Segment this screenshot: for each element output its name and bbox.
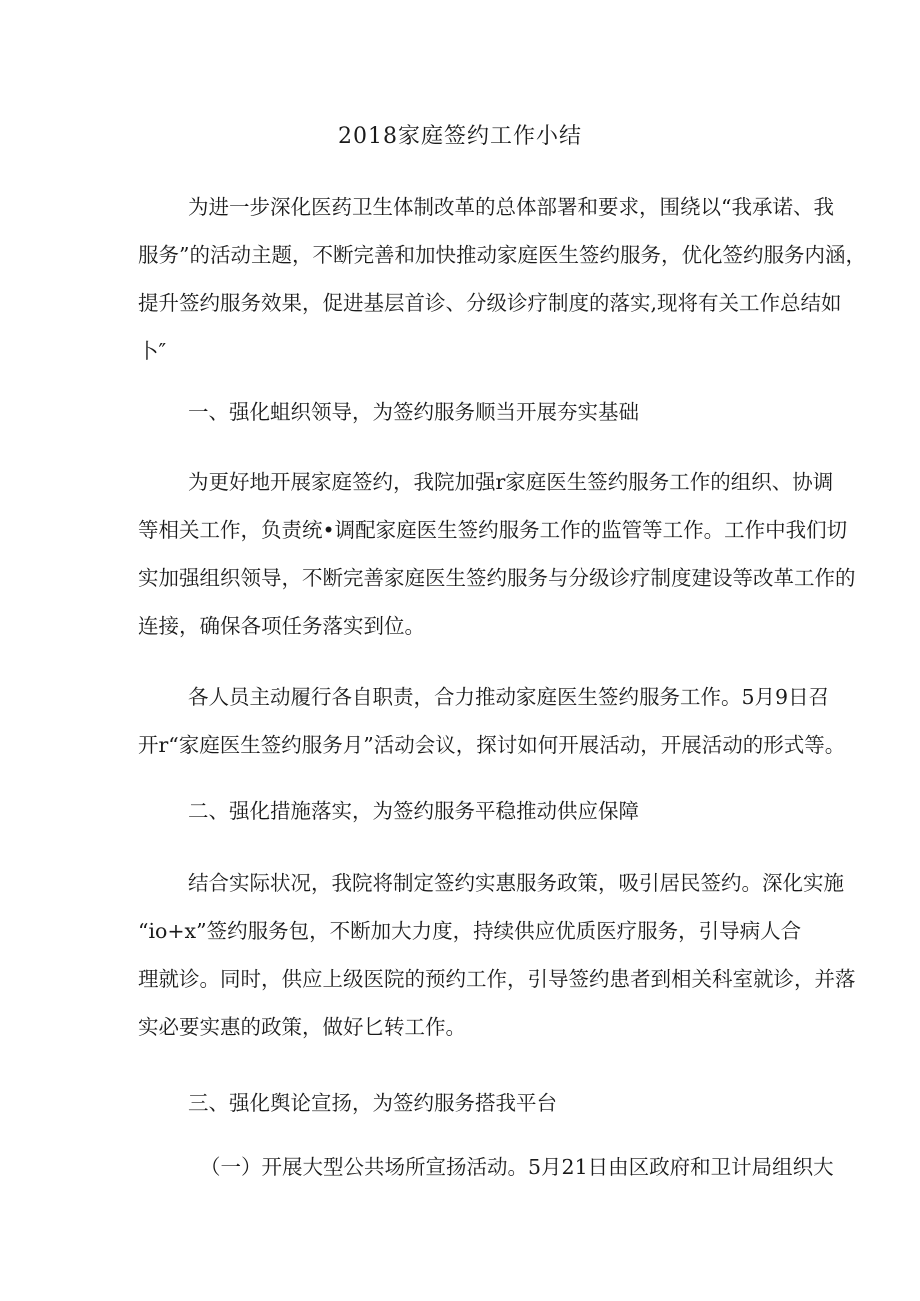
section2-paragraph-1 <box>138 859 856 1051</box>
paragraph-line: 等相关工作，负责统•调配家庭医生签约服务工作的监管等工作。工作中我们切 <box>138 518 848 542</box>
section1-paragraph-1 <box>138 458 856 650</box>
paragraph-line: 为更好地开展家庭签约，我院加强r家庭医生签约服务工作的组织、协调 <box>188 470 834 494</box>
paragraph-line: 实加强组织领导，不断完善家庭医生签约服务与分级诊疗制度建设等改革工作的 <box>138 566 856 590</box>
paragraph-line: 各人员主动履行各自职责，合力推动家庭医生签约服务工作。5月9日召 <box>188 685 830 709</box>
paragraph-line: “io+x”签约服务包，不断加大力度，持续供应优质医疗服务，引导病人合 <box>138 919 802 943</box>
section1-paragraph-2 <box>138 673 846 769</box>
document-title: 2018家庭签约工作小结 <box>338 124 582 149</box>
paragraph-line: （一）开展大型公共场所宣扬活动。5月21日由区政府和卫计局组织大 <box>200 1155 834 1179</box>
paragraph-line: 服务”的活动主题，不断完善和加快推动家庭医生签约服务，优化签约服务内涵， <box>138 243 866 267</box>
paragraph-line: 实必要实惠的政策，做好匕转工作。 <box>138 1015 466 1039</box>
paragraph-line: 开r“家庭医生签约服务月”活动会议，探讨如何开展活动，开展活动的形式等。 <box>138 733 846 757</box>
paragraph-line: 卜″ <box>138 339 167 363</box>
paragraph-line: 结合实际状况，我院将制定签约实惠服务政策，吸引居民签约。深化实施 <box>188 871 844 895</box>
section-heading-3: 三、强化舆论宣扬，为签约服务搭我平台 <box>188 1091 557 1115</box>
intro-paragraph <box>138 183 866 375</box>
section-heading-1: 一、强化蛆织领导，为签约服务顺当开展夯实基础 <box>188 400 639 424</box>
section3-paragraph-1 <box>138 1143 834 1191</box>
paragraph-line: 理就诊。同时，供应上级医院的预约工作，引导签约患者到相关科室就诊，并落 <box>138 967 856 991</box>
paragraph-line: 提升签约服务效果，促进基层首诊、分级诊疗制度的落实,现将有关工作总结如 <box>138 291 842 315</box>
paragraph-line: 为进一步深化医药卫生体制改革的总体部署和要求，围绕以“我承诺、我 <box>188 195 834 219</box>
paragraph-line: 连接，确保各项任务落实到位。 <box>138 614 425 638</box>
section-heading-2: 二、强化措施落实，为签约服务平稳推动供应保障 <box>188 799 639 823</box>
